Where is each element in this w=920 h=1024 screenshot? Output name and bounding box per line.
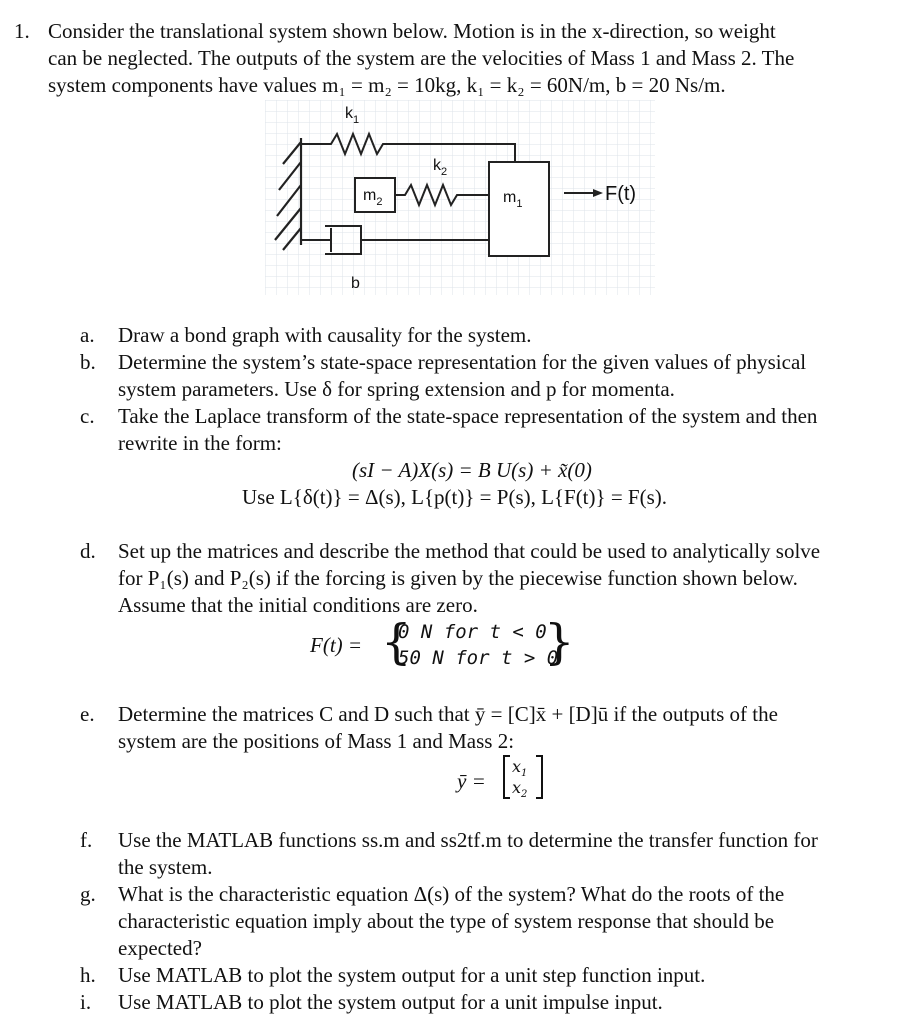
part-c-letter: c. — [80, 404, 95, 428]
output-x1: $x_1$ — [512, 757, 528, 779]
part-g-line-3: expected? — [118, 936, 202, 960]
label-m1: $m_1$ — [503, 189, 523, 210]
intro-line-1: Consider the translational system shown below. Motion is in the x-direction, so weight — [48, 19, 776, 43]
part-g-letter: g. — [80, 882, 96, 906]
problem-number: 1. — [14, 19, 30, 43]
output-lhs: ȳ = — [457, 769, 486, 793]
part-c-line-2: rewrite in the form: — [118, 431, 282, 455]
laplace-use-equation: Use L{δ(t)} = Δ(s), L{p(t)} = P(s), L{F(t)} = F(s). — [242, 485, 668, 509]
intro-line-3: system components have values m₁ = m₂ = 10kg, k₁ = k₂ = 60N/m, b = 20 Ns/m. — [48, 73, 726, 97]
part-c-line-1: Take the Laplace transform of the state-space representation of the system and then — [118, 404, 818, 428]
part-f-line-1: Use the MATLAB functions ss.m and ss2tf.m to determine the transfer function for — [118, 828, 818, 852]
intro-line-2: can be neglected. The outputs of the system are the velocities of Mass 1 and Mass 2. The — [48, 46, 795, 70]
part-i-line-1: Use MATLAB to plot the system output for a unit impulse input. — [118, 990, 663, 1014]
grid-background — [265, 100, 655, 295]
part-a-line-1: Draw a bond graph with causality for the system. — [118, 323, 532, 347]
laplace-form-equation: (sI − A)X(s) = B U(s) + x̃(0) — [352, 458, 592, 482]
forcing-right-brace: } — [544, 614, 575, 670]
part-h-line-1: Use MATLAB to plot the system output for a unit step function input. — [118, 963, 706, 987]
part-g-line-2: characteristic equation imply about the type of system response that should be — [118, 909, 775, 933]
part-d-line-3: Assume that the initial conditions are zero. — [118, 593, 478, 617]
label-m2: $m_2$ — [363, 187, 383, 208]
part-a-letter: a. — [80, 323, 95, 347]
part-e-letter: e. — [80, 702, 95, 726]
output-x2: $x_2$ — [512, 778, 528, 800]
part-f-line-2: the system. — [118, 855, 213, 879]
label-b: b — [351, 275, 360, 292]
part-d-line-2: for P₁(s) and P₂(s) if the forcing is given by the piecewise function shown below. — [118, 566, 798, 590]
forcing-case-1: 0 N for t < 0 — [398, 621, 547, 643]
part-g-line-1: What is the characteristic equation Δ(s) of the system? What do the roots of the — [118, 882, 785, 906]
part-f-letter: f. — [80, 828, 93, 852]
part-b-line-1: Determine the system’s state-space representation for the given values of physical — [118, 350, 807, 374]
part-e-line-2: system are the positions of Mass 1 and Mass 2: — [118, 729, 515, 753]
label-k2: $k_2$ — [433, 157, 448, 178]
forcing-left-brace: { — [381, 614, 412, 670]
part-d-letter: d. — [80, 539, 96, 563]
part-b-line-2: system parameters. Use δ for spring extension and p for momenta. — [118, 377, 675, 401]
part-h-letter: h. — [80, 963, 96, 987]
part-i-letter: i. — [80, 990, 92, 1014]
label-k1: $k_1$ — [345, 105, 360, 126]
forcing-case-2: 50 N for t > 0 — [398, 647, 559, 669]
mechanical-system-diagram — [265, 100, 655, 295]
forcing-lhs: F(t) = — [310, 633, 363, 657]
part-d-line-1: Set up the matrices and describe the method that could be used to analytically solve — [118, 539, 821, 563]
label-force: F(t) — [605, 183, 637, 205]
output-vector — [500, 752, 550, 802]
part-e-line-1: Determine the matrices C and D such that ȳ = [C]x̄ + [D]ū if the outputs of the — [118, 702, 778, 726]
part-b-letter: b. — [80, 350, 96, 374]
